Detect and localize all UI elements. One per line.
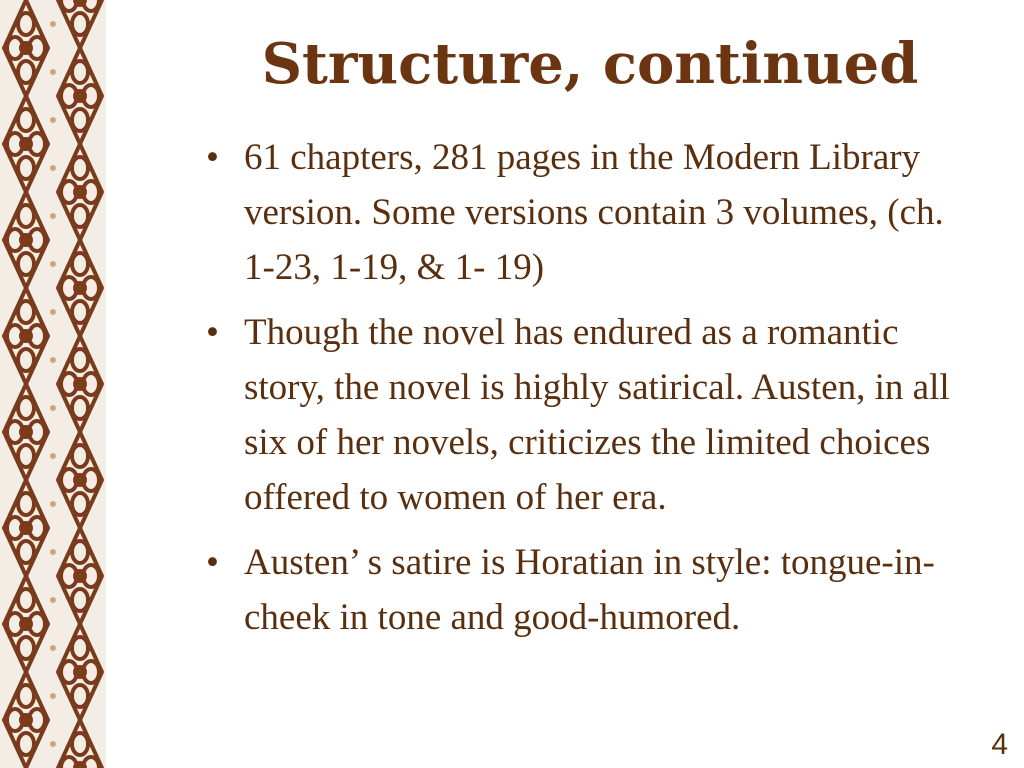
bullet-marker: • — [206, 137, 219, 178]
bullet-text: 61 chapters, 281 pages in the Modern Library version. Some versions contain 3 volumes, (ch. 1-23, 1-19, & 1- 19) — [244, 137, 944, 288]
bullet-item — [206, 130, 976, 295]
decorative-knot-border — [0, 0, 106, 768]
bullet-item — [206, 305, 976, 525]
bullet-text: Austen’ s satire is Horatian in style: tongue-in-cheek in tone and good-humored. — [244, 542, 935, 638]
celtic-knot-ornament-icon — [0, 0, 106, 768]
bullet-marker: • — [206, 542, 219, 583]
bullet-item — [206, 535, 976, 645]
slide-title: Structure, continued — [261, 31, 919, 97]
bullet-text: Though the novel has endured as a romantic story, the novel is highly satirical. Austen, in all six of her novels, criticizes the limited choices offered to women of her era. — [244, 312, 950, 518]
bullet-list — [206, 130, 976, 655]
bullet-marker: • — [206, 312, 219, 353]
page-number: 4 — [991, 728, 1008, 761]
